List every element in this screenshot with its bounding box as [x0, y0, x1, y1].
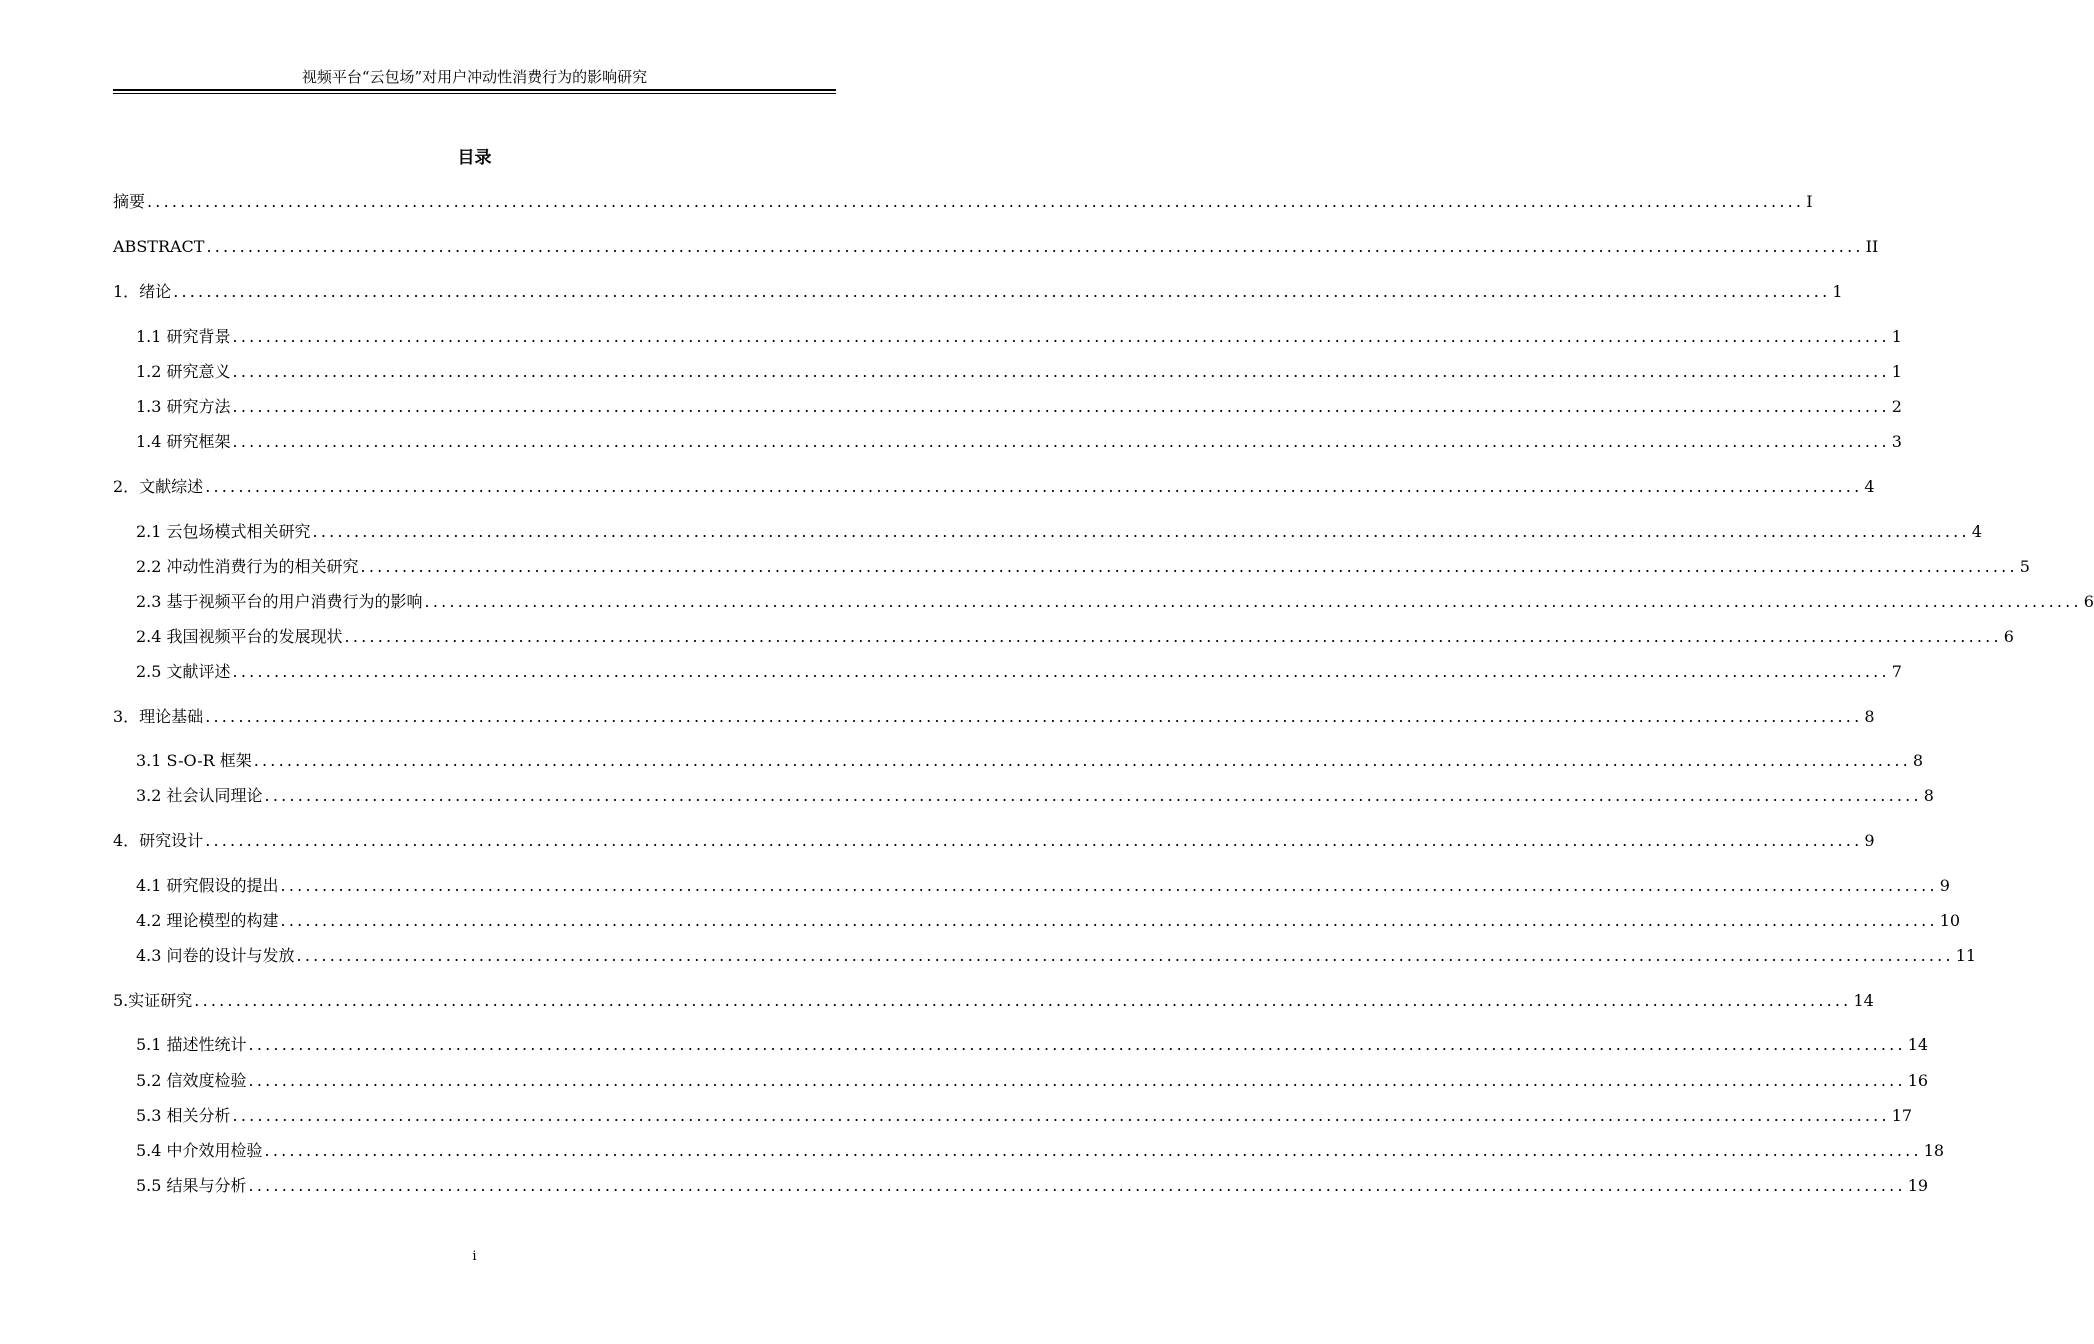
toc-entry-label: 2.3 基于视频平台的用户消费行为的影响: [136, 592, 423, 611]
toc-entry-label: 3．理论基础: [113, 707, 204, 726]
toc-entry-page: 8: [1864, 707, 1875, 726]
toc-dot-leader: ........................................................................................................................................................................................................: [147, 192, 1805, 211]
toc-entry-page: 8: [1923, 786, 1934, 805]
toc-entry[interactable]: [136, 556, 2030, 578]
toc-dot-leader: ........................................................................................................................................................................................................: [360, 557, 2018, 576]
toc-entry[interactable]: [113, 236, 1879, 258]
toc-entry-label: 2.5 文献评述: [136, 662, 231, 681]
toc-entry[interactable]: [136, 1140, 1945, 1162]
toc-dot-leader: ........................................................................................................................................................................................................: [296, 946, 1954, 965]
toc-entry-page: 9: [1939, 876, 1950, 895]
toc-entry-page: 17: [1891, 1106, 1913, 1125]
toc-entry[interactable]: [136, 361, 1902, 383]
toc-entry-page: 9: [1864, 831, 1875, 850]
toc-entry[interactable]: [113, 830, 1875, 852]
toc-dot-leader: ........................................................................................................................................................................................................: [280, 876, 1938, 895]
header-rule-thick: [113, 89, 836, 91]
toc-entry[interactable]: [136, 661, 1902, 683]
toc-entry-page: 6: [2003, 627, 2014, 646]
toc-entry[interactable]: [136, 750, 1924, 772]
page-number: i: [472, 1249, 477, 1264]
toc-entry-label: 3.2 社会认同理论: [136, 786, 263, 805]
toc-entry-label: 4.2 理论模型的构建: [136, 911, 279, 930]
toc-entry-page: 7: [1891, 662, 1902, 681]
toc-entry[interactable]: [136, 1034, 1929, 1056]
toc-dot-leader: ........................................................................................................................................................................................................: [232, 1106, 1890, 1125]
toc-entry-label: 4.3 问卷的设计与发放: [136, 946, 295, 965]
toc-entry-label: 1．绪论: [113, 282, 172, 301]
toc-entry-page: 2: [1891, 397, 1902, 416]
toc-entry[interactable]: [136, 910, 1961, 932]
toc-entry-label: 5.2 信效度检验: [136, 1071, 247, 1090]
toc-entry[interactable]: [113, 281, 1843, 303]
toc-dot-leader: ........................................................................................................................................................................................................: [194, 991, 1852, 1010]
toc-entry-label: 5.1 描述性统计: [136, 1035, 247, 1054]
toc-entry-page: 16: [1907, 1071, 1929, 1090]
toc-dot-leader: ........................................................................................................................................................................................................: [280, 911, 1938, 930]
toc-entry[interactable]: [113, 191, 1813, 213]
toc-dot-leader: ........................................................................................................................................................................................................: [312, 522, 1970, 541]
toc-entry[interactable]: [136, 431, 1902, 453]
toc-dot-leader: ........................................................................................................................................................................................................: [264, 786, 1922, 805]
toc-entry[interactable]: [113, 706, 1875, 728]
toc-dot-leader: ........................................................................................................................................................................................................: [248, 1071, 1906, 1090]
toc-entry[interactable]: [136, 785, 1934, 807]
toc-entry-page: 3: [1891, 432, 1902, 451]
toc-entry[interactable]: [136, 875, 1950, 897]
toc-dot-leader: ........................................................................................................................................................................................................: [232, 362, 1890, 381]
toc-entry-page: 1: [1891, 362, 1902, 381]
toc-entry-label: 摘要: [113, 192, 146, 211]
toc-dot-leader: ........................................................................................................................................................................................................: [264, 1141, 1922, 1160]
toc-entry-label: 5.3 相关分析: [136, 1106, 231, 1125]
toc-entry-page: II: [1865, 237, 1879, 256]
toc-entry-page: 4: [1864, 477, 1875, 496]
toc-entry-page: 18: [1923, 1141, 1945, 1160]
toc-entry-label: 1.2 研究意义: [136, 362, 231, 381]
toc-entry-page: 6: [2083, 592, 2094, 611]
toc-dot-leader: ........................................................................................................................................................................................................: [232, 662, 1890, 681]
toc-dot-leader: ........................................................................................................................................................................................................: [205, 707, 1863, 726]
toc-entry[interactable]: [136, 326, 1902, 348]
toc-entry-label: 2.4 我国视频平台的发展现状: [136, 627, 343, 646]
toc-entry-label: 5.实证研究: [113, 991, 193, 1010]
toc-entry-label: 4.1 研究假设的提出: [136, 876, 279, 895]
toc-entry[interactable]: [136, 626, 2014, 648]
toc-title: 目录: [457, 148, 492, 168]
toc-entry-label: 3.1 S-O-R 框架: [136, 751, 252, 770]
toc-entry-label: 4．研究设计: [113, 831, 204, 850]
toc-entry-page: 11: [1955, 946, 1977, 965]
toc-entry[interactable]: [113, 476, 1875, 498]
toc-entry-label: 1.3 研究方法: [136, 397, 231, 416]
toc-entry-label: ABSTRACT: [113, 237, 205, 256]
toc-entry-label: 1.1 研究背景: [136, 327, 231, 346]
toc-entry-page: 1: [1832, 282, 1843, 301]
toc-entry-page: 8: [1912, 751, 1924, 770]
toc-entry[interactable]: [136, 521, 1982, 543]
toc-entry-label: 2．文献综述: [113, 477, 204, 496]
toc-entry-page: I: [1806, 192, 1813, 211]
toc-entry-page: 4: [1971, 522, 1982, 541]
toc-dot-leader: ........................................................................................................................................................................................................: [424, 592, 2082, 611]
toc-entry-page: 19: [1907, 1176, 1929, 1195]
toc-entry-label: 5.4 中介效用检验: [136, 1141, 263, 1160]
toc-entry-page: 1: [1891, 327, 1902, 346]
toc-entry[interactable]: [136, 1175, 1929, 1197]
header-rule-thin: [113, 93, 836, 94]
toc-entry[interactable]: [136, 945, 1977, 967]
running-header: 视频平台“云包场”对用户冲动性消费行为的影响研究: [301, 68, 648, 86]
toc-entry-page: 14: [1853, 991, 1874, 1010]
toc-dot-leader: ........................................................................................................................................................................................................: [205, 831, 1863, 850]
toc-dot-leader: ........................................................................................................................................................................................................: [205, 477, 1863, 496]
toc-entry-label: 5.5 结果与分析: [136, 1176, 247, 1195]
toc-entry-label: 1.4 研究框架: [136, 432, 231, 451]
toc-dot-leader: ........................................................................................................................................................................................................: [232, 397, 1890, 416]
toc-dot-leader: ........................................................................................................................................................................................................: [173, 282, 1831, 301]
toc-entry[interactable]: [136, 1105, 1913, 1127]
toc-dot-leader: ........................................................................................................................................................................................................: [248, 1035, 1906, 1054]
toc-entry-page: 14: [1907, 1035, 1929, 1054]
toc-dot-leader: ........................................................................................................................................................................................................: [253, 751, 1911, 770]
toc-dot-leader: ........................................................................................................................................................................................................: [232, 327, 1890, 346]
toc-entry[interactable]: [136, 1070, 1929, 1092]
toc-dot-leader: ........................................................................................................................................................................................................: [344, 627, 2002, 646]
toc-entry-page: 10: [1939, 911, 1961, 930]
toc-dot-leader: ........................................................................................................................................................................................................: [206, 237, 1864, 256]
toc-entry[interactable]: [113, 990, 1874, 1012]
toc-entry-page: 5: [2019, 557, 2030, 576]
toc-dot-leader: ........................................................................................................................................................................................................: [248, 1176, 1906, 1195]
toc-entry[interactable]: [136, 591, 2094, 613]
toc-dot-leader: ........................................................................................................................................................................................................: [232, 432, 1890, 451]
toc-entry-label: 2.2 冲动性消费行为的相关研究: [136, 557, 359, 576]
toc-entry[interactable]: [136, 396, 1902, 418]
toc-entry-label: 2.1 云包场模式相关研究: [136, 522, 311, 541]
